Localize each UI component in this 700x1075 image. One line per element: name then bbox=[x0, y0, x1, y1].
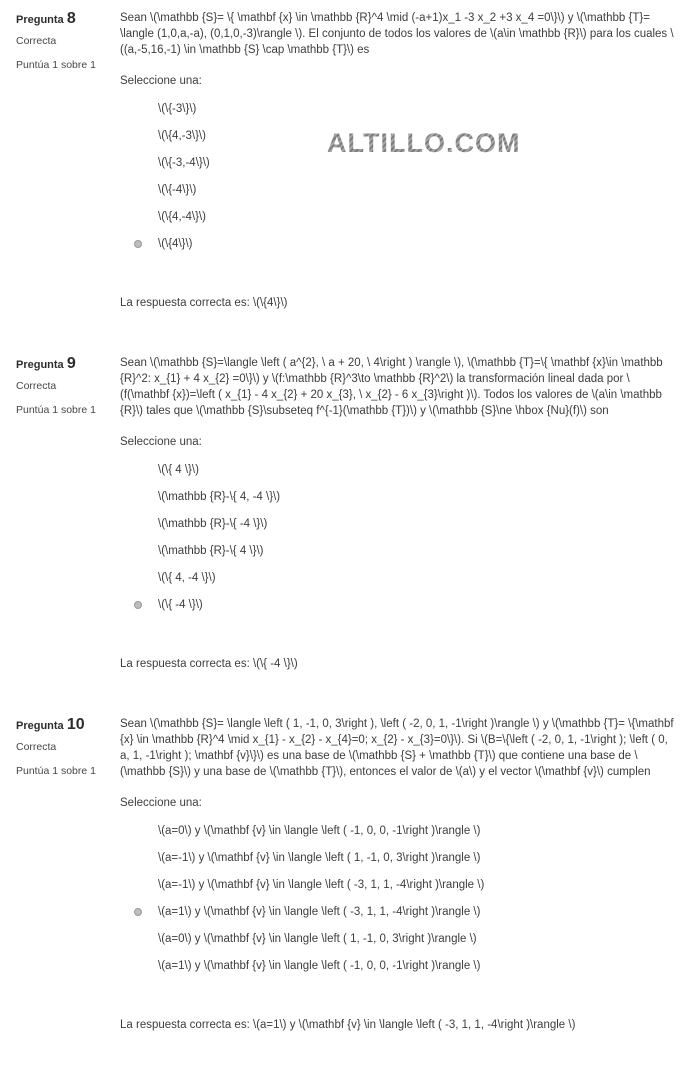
option-label: \(\mathbb {R}-\{ -4 \}\) bbox=[158, 517, 268, 530]
question-state-badge: Correcta bbox=[16, 380, 57, 392]
option-label: \(\{4,-3\}\) bbox=[158, 129, 206, 142]
question-state-badge: Correcta bbox=[16, 35, 57, 47]
altillo-watermark: ALTILLO.COM bbox=[327, 128, 521, 158]
answer-option[interactable] bbox=[120, 510, 676, 537]
question-info bbox=[16, 714, 120, 1031]
question-block-9 bbox=[16, 353, 676, 670]
options-list bbox=[120, 456, 676, 618]
options-list bbox=[120, 95, 676, 257]
question-grade: Puntúa 1 sobre 1 bbox=[16, 765, 96, 777]
answer-option[interactable] bbox=[120, 952, 676, 979]
question-info bbox=[16, 353, 120, 670]
answer-option[interactable] bbox=[120, 871, 676, 898]
question-number-value: 9 bbox=[66, 355, 76, 372]
question-number-word: Pregunta bbox=[16, 720, 64, 732]
answer-prompt: Seleccione una: bbox=[120, 797, 202, 809]
question-content bbox=[120, 353, 676, 670]
answer-option[interactable] bbox=[120, 203, 676, 230]
option-label: \(a=-1\) y \(\mathbf {v} \in \langle \left ( -3, 1, 1, -4\right )\rangle \) bbox=[158, 878, 485, 891]
question-number-word: Pregunta bbox=[16, 359, 64, 371]
option-label: \(a=1\) y \(\mathbf {v} \in \langle \left ( -3, 1, 1, -4\right )\rangle \) bbox=[158, 905, 481, 918]
option-label: \(\mathbb {R}-\{ 4 \}\) bbox=[158, 544, 264, 557]
answer-option[interactable] bbox=[120, 844, 676, 871]
option-label: \(\{4,-4\}\) bbox=[158, 210, 206, 223]
question-number bbox=[16, 10, 120, 28]
option-label: \(a=0\) y \(\mathbf {v} \in \langle \left ( 1, -1, 0, 3\right )\rangle \) bbox=[158, 932, 477, 945]
question-state-badge: Correcta bbox=[16, 741, 57, 753]
option-label: \(a=-1\) y \(\mathbf {v} \in \langle \left ( 1, -1, 0, 3\right )\rangle \) bbox=[158, 851, 481, 864]
answer-option[interactable] bbox=[120, 898, 676, 925]
answer-option[interactable] bbox=[120, 230, 676, 257]
option-label: \(\{-3,-4\}\) bbox=[158, 156, 210, 169]
radio-selected-icon bbox=[134, 240, 142, 248]
correct-answer-text: La respuesta correcta es: \(\{4\}\) bbox=[120, 297, 288, 309]
answer-option[interactable] bbox=[120, 456, 676, 483]
option-label: \(\{-4\}\) bbox=[158, 183, 197, 196]
question-number bbox=[16, 355, 120, 373]
answer-option[interactable] bbox=[120, 564, 676, 591]
question-info bbox=[16, 8, 120, 309]
question-text: Sean \(\mathbb {S}=\langle \left ( a^{2}, \ a + 20, \ 4\right ) \rangle \), \(\mathbb {T}=\{ \mathbf {x}\in \mathbb {R}^2: x_{1} + 4 x_{2} =0\}\) y \(f:\mathbb {R}^3\to \mathbb {R}^2\) la transformación lineal dada por \(f(\mathbf {x})=\left ( x_{1} - 4 x_{2} + 20 x_{3}, \ x_{2} - 6 x_{3}\right )\). Todos los valores de \(a\in \mathbb {R}\) tales que \(\mathbb {S}\subseteq f^{-1}(\mathbb {T})\) y \(\mathbb {S}\ne \hbox {Nu}(f)\) son bbox=[120, 357, 663, 417]
answer-option[interactable] bbox=[120, 925, 676, 952]
answer-option[interactable] bbox=[120, 537, 676, 564]
question-number-value: 8 bbox=[66, 10, 76, 27]
option-label: \(\{-3\}\) bbox=[158, 102, 197, 115]
answer-option[interactable] bbox=[120, 483, 676, 510]
answer-option[interactable] bbox=[120, 176, 676, 203]
options-list bbox=[120, 817, 676, 979]
option-label: \(a=1\) y \(\mathbf {v} \in \langle \left ( -1, 0, 0, -1\right )\rangle \) bbox=[158, 959, 481, 972]
option-label: \(\{ 4, -4 \}\) bbox=[158, 571, 216, 584]
option-label: \(\{ 4 \}\) bbox=[158, 463, 199, 476]
answer-option[interactable] bbox=[120, 591, 676, 618]
option-label: \(\{4\}\) bbox=[158, 237, 193, 250]
question-text: Sean \(\mathbb {S}= \langle \left ( 1, -1, 0, 3\right ), \left ( -2, 0, 1, -1\right )\rangle \) y \(\mathbb {T}= \{\mathbf {x} \in \mathbb {R}^4 \mid x_{1} - x_{2} - x_{4}=0; x_{2} - x_{3}=0\}\). Si \(B=\{\left ( -2, 0, 1, -1\right ); \left ( 0, a, 1, -1\right ); \mathbf {v}\}\) es una base de \(\mathbb {S} + \mathbb {T}\) que contiene una base de \(\mathbb {S}\) y una base de \(\mathbb {T}\), entonces el valor de \(a\) y el vector \(\mathbf {v}\) cumplen bbox=[120, 718, 674, 778]
answer-prompt: Seleccione una: bbox=[120, 436, 202, 448]
option-label: \(a=0\) y \(\mathbf {v} \in \langle \left ( -1, 0, 0, -1\right )\rangle \) bbox=[158, 824, 481, 837]
correct-answer-text: La respuesta correcta es: \(\{ -4 \}\) bbox=[120, 658, 298, 670]
option-label: \(\{ -4 \}\) bbox=[158, 598, 203, 611]
radio-selected-icon bbox=[134, 601, 142, 609]
question-grade: Puntúa 1 sobre 1 bbox=[16, 59, 96, 71]
question-number bbox=[16, 716, 120, 734]
question-number-value: 10 bbox=[66, 716, 85, 733]
answer-option[interactable] bbox=[120, 817, 676, 844]
question-block-10 bbox=[16, 714, 676, 1031]
answer-option[interactable] bbox=[120, 95, 676, 122]
answer-prompt: Seleccione una: bbox=[120, 75, 202, 87]
question-grade: Puntúa 1 sobre 1 bbox=[16, 404, 96, 416]
correct-answer-text: La respuesta correcta es: \(a=1\) y \(\mathbf {v} \in \langle \left ( -3, 1, 1, -4\right )\rangle \) bbox=[120, 1019, 576, 1031]
option-label: \(\mathbb {R}-\{ 4, -4 \}\) bbox=[158, 490, 281, 503]
question-number-word: Pregunta bbox=[16, 14, 64, 26]
question-text: Sean \(\mathbb {S}= \{ \mathbf {x} \in \mathbb {R}^4 \mid (-a+1)x_1 -3 x_2 +3 x_4 =0\}\) y \(\mathbb {T}= \langle (1,0,a,-a), (0,1,0,-3)\rangle \). El conjunto de todos los valores de \(a\in \mathbb {R}\) para los cuales \((a,-5,16,-1) \in \mathbb {S} \cap \mathbb {T}\) es bbox=[120, 12, 674, 56]
question-content bbox=[120, 714, 676, 1031]
radio-selected-icon bbox=[134, 908, 142, 916]
